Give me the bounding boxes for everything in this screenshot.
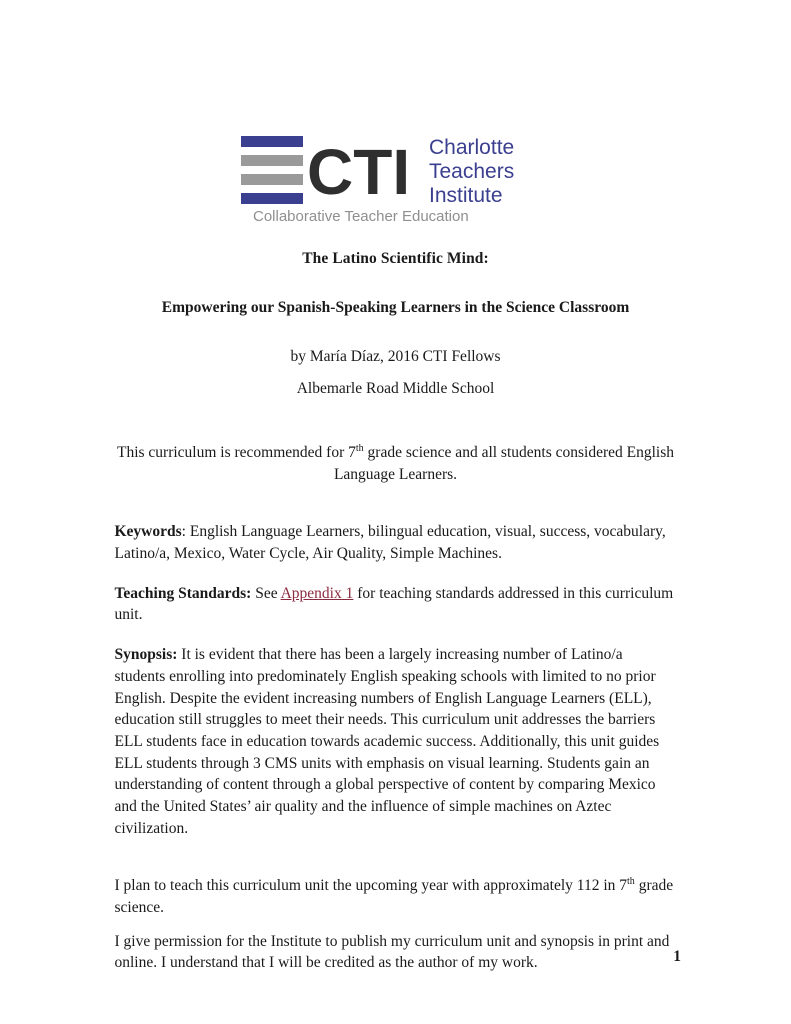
appendix-1-link[interactable]: Appendix 1 — [280, 584, 354, 602]
teaching-standards-label: Teaching Standards: — [114, 584, 252, 602]
synopsis-paragraph — [115, 626, 677, 839]
page-subtitle: Empowering our Spanish-Speaking Learners in the Science Classroom — [161, 299, 630, 316]
byline: by María Díaz, 2016 CTI Fellows — [290, 348, 501, 365]
recommendation-after: grade science and all students considered English Language Learners. — [333, 444, 674, 483]
plan-superscript: th — [627, 876, 635, 888]
svg-text:Institute: Institute — [428, 184, 503, 207]
svg-text:Collaborative Teacher Educatio: Collaborative Teacher Education — [252, 208, 469, 224]
cti-logo — [241, 0, 551, 224]
keywords-label: Keywords — [114, 523, 182, 541]
synopsis-text: It is evident that there has been a largely increasing number of Latino/a students enrolling into predominately English speaking schools with limited to no prior English. Despite the evident increasing numbers of English Language Learners (ELL), education still struggles to meet their needs. This curriculum unit addresses the barriers ELL students face in education towards academic success. Additionally, this unit guides ELL students through 3 CMS units with emphasis on visual learning. Students gain an understanding of content through a global perspective of content by comparing Mexico and the United States’ air quality and the influence of simple machines on Aztec civilization. — [114, 646, 660, 837]
page-title: The Latino Scientific Mind: — [302, 250, 489, 267]
plan-after: grade science. — [114, 877, 674, 916]
teaching-standards-before: See — [251, 584, 281, 602]
permission-paragraph: I give permission for the Institute to publish my curriculum unit and synopsis in print and online. I understand that I will be credited as the author of my work. — [114, 932, 670, 972]
svg-text:Teachers: Teachers — [428, 160, 514, 183]
page-number: 1 — [673, 948, 681, 965]
plan-paragraph — [115, 839, 677, 918]
plan-before: I plan to teach this curriculum unit the upcoming year with approximately 112 in 7 — [114, 877, 628, 895]
recommendation-text — [115, 398, 677, 485]
teaching-standards-paragraph — [115, 565, 677, 626]
keywords-paragraph — [115, 485, 677, 564]
recommendation-superscript: th — [355, 442, 364, 454]
recommendation-before: This curriculum is recommended for 7 — [116, 444, 356, 461]
teaching-standards-after: for teaching standards addressed in this curriculum unit. — [114, 584, 674, 624]
svg-text:Charlotte: Charlotte — [428, 136, 514, 159]
document-body — [115, 398, 677, 974]
school-name: Albemarle Road Middle School — [296, 380, 495, 397]
synopsis-label: Synopsis: — [114, 646, 178, 664]
svg-text:CTI: CTI — [306, 136, 410, 208]
cti-logo-icon — [241, 128, 551, 224]
keywords-text: : English Language Learners, bilingual education, visual, success, vocabulary, Latino/a, Mexico, Water Cycle, Air Quality, Simple Machines. — [114, 523, 666, 563]
title-block — [0, 250, 791, 398]
